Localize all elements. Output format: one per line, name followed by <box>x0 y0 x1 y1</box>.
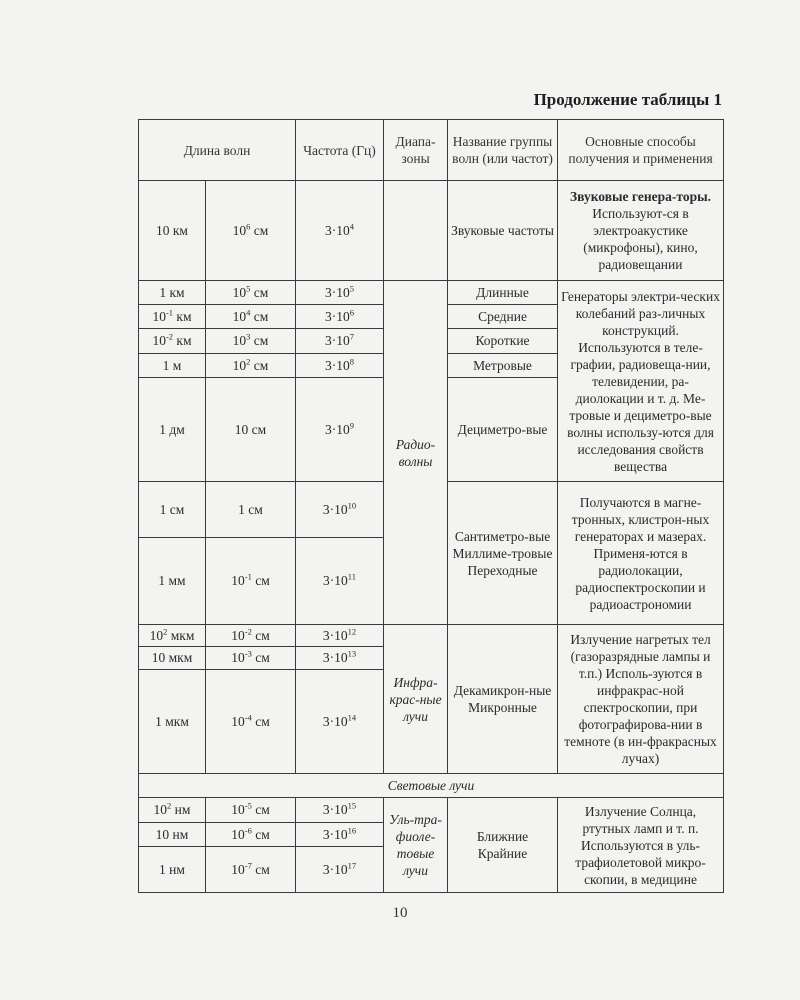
frequency-cell: $3\cdot 10^{10}$ <box>296 482 384 537</box>
method-cell-radio: Генераторы электри-ческих колебаний раз-личных конструкций. Используются в теле-графии, радиовеща-нии, телевидении, ра-диолокации и т. д. Ме-тровые и дециметро-вые волны использу-ются для исследования свойств вещества <box>558 281 724 482</box>
group-cell-short: Короткие <box>448 329 558 353</box>
method-cell-micro: Получаются в магне-тронных, клистрон-ных генераторах и мазерах. Применя-ются в радиолокации, радиоспектроскопии и радиоастрономии <box>558 482 724 625</box>
group-cell-meter: Метровые <box>448 353 558 377</box>
table-caption: Продолжение таблицы 1 <box>533 90 722 109</box>
header-methods: Основные способы получения и применения <box>558 120 724 181</box>
wavelength-unit-cell: 1 нм <box>139 846 206 892</box>
light-rays-row: Световые лучи <box>139 774 724 798</box>
header-frequency: Частота (Гц) <box>296 120 384 181</box>
frequency-cell: $3\cdot 10^{12}$ <box>296 625 384 647</box>
band-cell-uv: Уль-тра-фиоле-товые лучи <box>384 798 448 893</box>
wave-table <box>138 119 724 893</box>
wavelength-cm-cell: $10^{-5}$ см <box>206 798 296 822</box>
frequency-cell: $3\cdot 10^6$ <box>296 305 384 329</box>
group-cell-medium: Средние <box>448 305 558 329</box>
band-cell-radio: Радио-волны <box>384 281 448 625</box>
group-cell-long: Длинные <box>448 281 558 305</box>
wavelength-cm-cell: $10^{-6}$ см <box>206 822 296 846</box>
frequency-cell: $3\cdot 10^5$ <box>296 281 384 305</box>
wavelength-unit-cell: 1 м <box>139 353 206 377</box>
group-cell-centimeter: Сантиметро-вые Миллиме-тровые Переходные <box>448 482 558 625</box>
wavelength-unit-cell: $10^{-1}$ км <box>139 305 206 329</box>
frequency-cell: $3\cdot 10^{15}$ <box>296 798 384 822</box>
wavelength-cm-cell: $10^3$ см <box>206 329 296 353</box>
table-row <box>139 625 724 647</box>
frequency-cell: $3\cdot 10^{11}$ <box>296 537 384 625</box>
wavelength-cm-cell: $10^2$ см <box>206 353 296 377</box>
band-cell-empty <box>384 181 448 281</box>
wavelength-unit-cell: 1 км <box>139 281 206 305</box>
wavelength-unit-cell: $10^2$ мкм <box>139 625 206 647</box>
header-range: Диапа-зоны <box>384 120 448 181</box>
wavelength-unit-cell: 1 дм <box>139 377 206 482</box>
frequency-cell: $3\cdot 10^9$ <box>296 377 384 482</box>
frequency-cell: $3\cdot 10^{14}$ <box>296 669 384 774</box>
wavelength-cm-cell: $10^{-3}$ см <box>206 647 296 669</box>
wavelength-cm-cell: $10^6$ см <box>206 181 296 281</box>
header-group: Название группы волн (или частот) <box>448 120 558 181</box>
frequency-cell: $3\cdot 10^8$ <box>296 353 384 377</box>
wavelength-cm-cell: $10^4$ см <box>206 305 296 329</box>
wavelength-cm-cell: $10^{-1}$ см <box>206 537 296 625</box>
wavelength-cm-cell: 1 см <box>206 482 296 537</box>
wavelength-unit-cell: $10^2$ нм <box>139 798 206 822</box>
wavelength-cm-cell: 10 см <box>206 377 296 482</box>
wavelength-cm-cell: $10^5$ см <box>206 281 296 305</box>
frequency-cell: $3\cdot 10^{13}$ <box>296 647 384 669</box>
group-cell-infrared: Декамикрон-ные Микронные <box>448 625 558 774</box>
page-number: 10 <box>392 905 408 921</box>
wavelength-unit-cell: 1 см <box>139 482 206 537</box>
table-row <box>139 281 724 305</box>
frequency-cell: $3\cdot 10^{17}$ <box>296 846 384 892</box>
frequency-cell: $3\cdot 10^7$ <box>296 329 384 353</box>
group-cell-sound: Звуковые частоты <box>448 181 558 281</box>
wavelength-cm-cell: $10^{-4}$ см <box>206 669 296 774</box>
wavelength-unit-cell: 10 мкм <box>139 647 206 669</box>
wavelength-unit-cell: 10 км <box>139 181 206 281</box>
wavelength-unit-cell: 10 нм <box>139 822 206 846</box>
group-cell-uv: Ближние Крайние <box>448 798 558 893</box>
wavelength-unit-cell: $10^{-2}$ км <box>139 329 206 353</box>
wavelength-unit-cell: 1 мкм <box>139 669 206 774</box>
group-cell-decimeter: Дециметро-вые <box>448 377 558 482</box>
table-row <box>139 181 724 281</box>
wavelength-unit-cell: 1 мм <box>139 537 206 625</box>
wavelength-cm-cell: $10^{-7}$ см <box>206 846 296 892</box>
method-cell-uv: Излучение Солнца, ртутных ламп и т. п. Используются в уль-трафиолетовой микро-скопии, в медицине <box>558 798 724 893</box>
frequency-cell: $3\cdot 10^4$ <box>296 181 384 281</box>
method-cell-infrared: Излучение нагретых тел (газоразрядные лампы и т.п.) Исполь-зуются в инфракрас-ной спектроскопии, при фотографирова-нии в темноте (в ин-фракрасных лучах) <box>558 625 724 774</box>
method-cell-sound: Звуковые генера-торы. Используют-ся в электроакустике (микрофоны), кино, радиовещании <box>558 181 724 281</box>
frequency-cell: $3\cdot 10^{16}$ <box>296 822 384 846</box>
table-row <box>139 774 724 798</box>
band-cell-infrared: Инфра-крас-ные лучи <box>384 625 448 774</box>
wavelength-cm-cell: $10^{-2}$ см <box>206 625 296 647</box>
table-row <box>139 798 724 822</box>
header-wavelength: Длина волн <box>139 120 296 181</box>
